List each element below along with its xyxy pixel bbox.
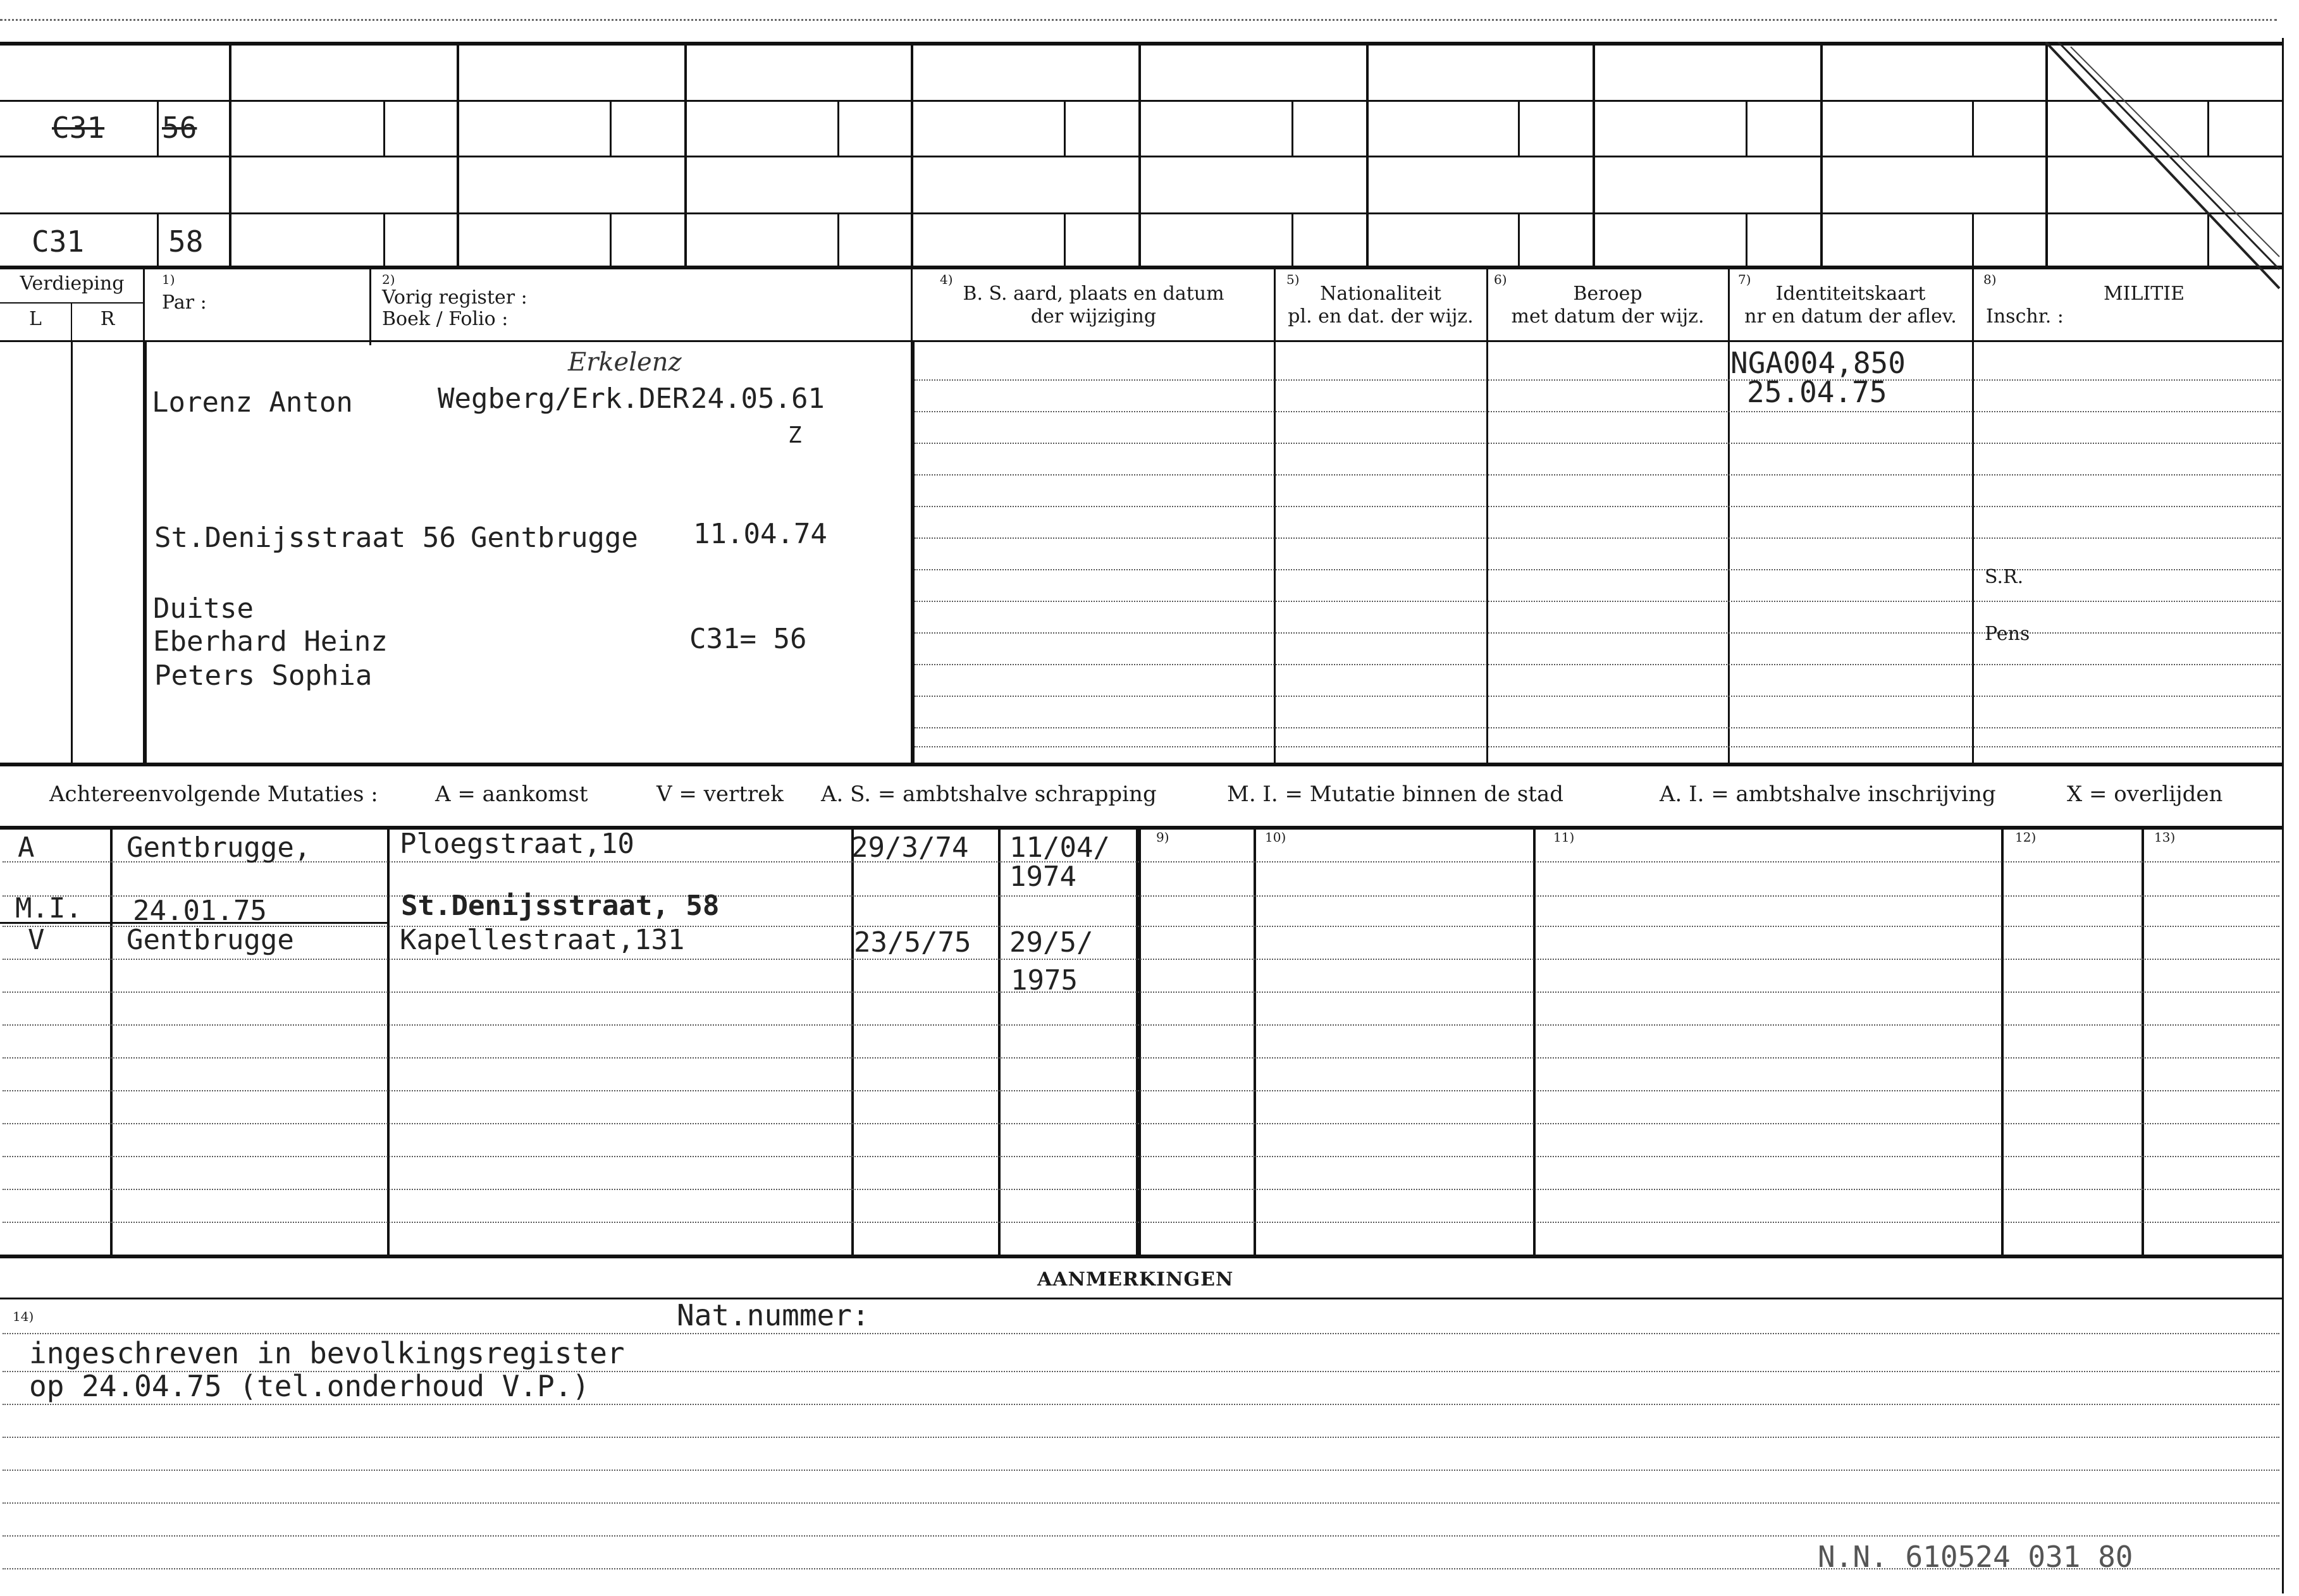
l-label: L [29,308,42,330]
col5-num: 5) [1286,272,1300,287]
col2-label-b: Boek / Folio : [382,308,508,330]
handwritten-place: Erkelenz [568,348,682,377]
mut-num-11: 11) [1553,830,1575,845]
mutation-place: Gentbrugge [126,924,294,956]
verdieping-label: Verdieping [20,273,125,295]
legend-x: X = overlijden [2067,782,2223,807]
r-label: R [100,308,115,330]
strike-diagonal [2045,42,2286,295]
legend-ai: A. I. = ambtshalve inschrijving [1660,782,1996,807]
col2-label-a: Vorig register : [382,286,527,309]
col5-label-b: pl. en dat. der wijz. [1288,305,1474,328]
person-block [0,341,2299,771]
col1-label: Par : [162,292,207,314]
col4-num: 4) [940,272,953,287]
mutation-code: V [28,924,45,956]
mut-num-12: 12) [2015,830,2037,845]
col2-num: 2) [382,272,395,287]
legend-mi: M. I. = Mutatie binnen de stad [1227,782,1563,807]
remarks-title: AANMERKINGEN [1037,1268,1234,1291]
legend-v: V = vertrek [656,782,784,807]
address: St.Denijsstraat 56 [154,522,456,554]
nationality: Duitse [153,592,254,625]
mutations-legend [0,779,2299,817]
col7-label-b: nr en datum der aflev. [1744,305,1957,328]
mut-num-13: 13) [2154,830,2176,845]
remarks-line-2: op 24.04.75 (tel.onderhoud V.P.) [29,1369,590,1403]
col8-num: 8) [1983,272,1997,287]
header-row [0,269,2299,345]
register-left: C31 [32,224,85,259]
register-right: 58 [168,224,204,259]
national-number: N.N. 610524 031 80 [1818,1540,2133,1574]
remarks-line-1: ingeschreven in bevolkingsregister [29,1336,625,1370]
right-border [2282,38,2284,1593]
col7-num: 7) [1738,272,1751,287]
sr-label: S.R. [1985,566,2024,588]
mutation-date1: 23/5/75 [854,926,971,959]
mut-num-10: 10) [1265,830,1286,845]
pens-label: Pens [1985,623,2030,645]
register-ref: C31= 56 [689,623,807,655]
col8-label-a: MILITIE [2103,283,2185,305]
id-card-date: 25.04.75 [1747,375,1887,409]
mutation-date2b: 1974 [1009,861,1076,893]
struck-register-right: 56 [162,111,197,145]
col7-label-a: Identiteitskaart [1775,283,1926,305]
mutation-street: Ploegstraat,10 [400,828,634,860]
legend-a: A = aankomst [435,782,588,807]
mutation-date2a: 29/5/ [1009,926,1094,959]
col5-label-a: Nationaliteit [1320,283,1441,305]
col6-label-b: met datum der wijz. [1511,305,1704,328]
top-grid [0,0,2299,272]
mut-num-9: 9) [1156,830,1169,845]
mutation-place: 24.01.75 [133,895,267,927]
col6-label-a: Beroep [1573,283,1643,305]
mutation-street: Kapellestraat,131 [400,924,685,956]
col8-label-b: Inschr. : [1986,305,2064,328]
legend-as: A. S. = ambtshalve schrapping [821,782,1157,807]
legend-title: Achtereenvolgende Mutaties : [49,782,378,807]
id-card-number: NGA004,850 [1730,346,1906,380]
mother: Peters Sophia [154,660,373,692]
mutations-table [0,826,2299,1262]
mutation-date2a: 11/04/ [1009,832,1110,864]
mutation-code: A [18,832,35,864]
col4-label-b: der wijziging [1030,305,1157,328]
address-date: 11.04.74 [693,518,827,550]
municipality: Gentbrugge [471,522,638,554]
mutation-place: Gentbrugge, [126,832,311,864]
mutation-code: M.I. [15,892,82,924]
col6-num: 6) [1494,272,1507,287]
struck-register-left: C31 [52,111,105,145]
sex: Z [788,422,802,448]
remarks-section [0,1265,2299,1596]
birth-date: 24.05.61 [691,383,825,415]
remarks-num: 14) [13,1309,34,1324]
nat-number-label: Nat.nummer: [677,1298,870,1332]
person-name: Lorenz Anton [152,386,353,419]
col1-num: 1) [162,272,175,287]
mutation-date2b: 1975 [1011,964,1078,997]
col4-label-a: B. S. aard, plaats en datum [963,283,1224,305]
birth-place: Wegberg/Erk.DER [438,383,689,415]
mutation-date1: 29/3/74 [851,832,969,864]
mutation-street: St.Denijsstraat, 58 [401,890,720,922]
father: Eberhard Heinz [153,625,388,658]
